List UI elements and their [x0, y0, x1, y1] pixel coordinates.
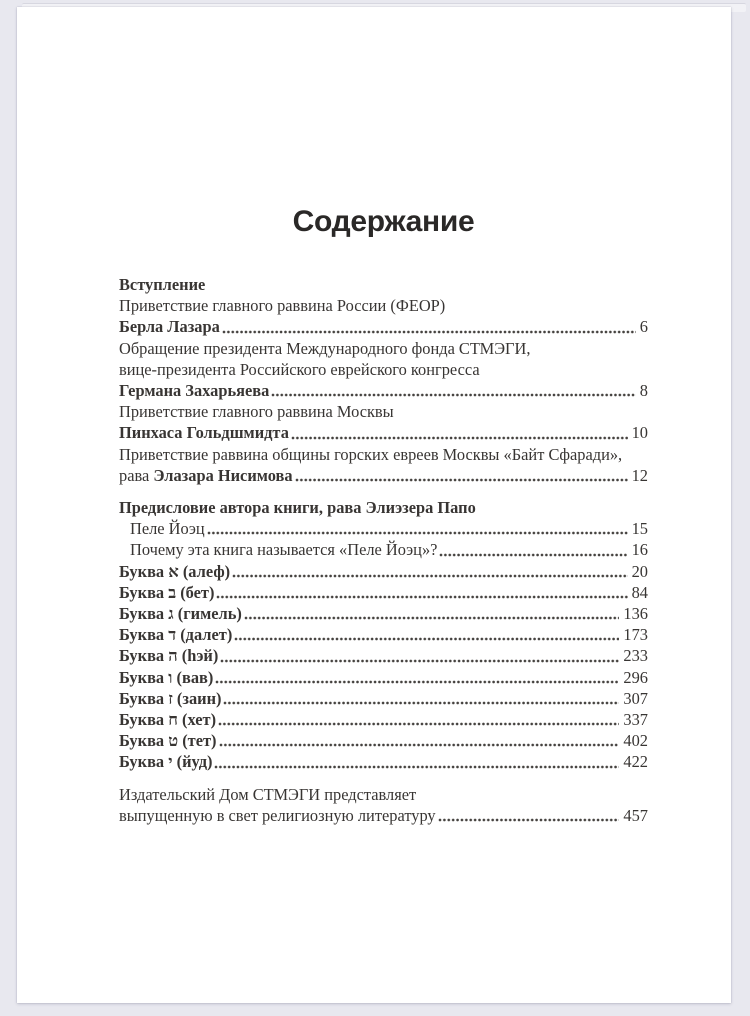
toc-row: [119, 316, 648, 337]
toc-entry-label: Буква ב (бет): [119, 582, 215, 602]
dot-leader: [207, 531, 628, 535]
page-number: 6: [639, 317, 648, 337]
dot-leader: [295, 478, 628, 482]
toc-row: [119, 730, 648, 751]
page-number: 337: [623, 710, 648, 730]
toc-row: [119, 805, 648, 826]
page-title: Содержание: [292, 205, 475, 238]
toc-row: [119, 624, 648, 645]
toc-row: [119, 295, 648, 316]
toc-row: [119, 751, 648, 772]
toc-row: [119, 709, 648, 730]
toc-section: [119, 274, 648, 486]
dot-leader: [215, 680, 619, 684]
toc-entry-label: рава Элазара Нисимова: [119, 465, 293, 485]
toc-row: [119, 582, 648, 603]
dot-leader: [220, 659, 619, 663]
dot-leader: [219, 743, 620, 747]
toc-row: [119, 645, 648, 666]
page-number: 84: [631, 582, 648, 602]
toc-entry-label: Обращение президента Международного фонда СТМЭГИ,: [119, 338, 531, 358]
dot-leader: [218, 722, 619, 726]
toc-entry-label: Предисловие автора книги, рава Элиэзера Папо: [119, 498, 476, 518]
page-number: 233: [623, 646, 648, 666]
toc-entry-label: Буква י (йуд): [119, 752, 213, 772]
page-number: 173: [623, 625, 648, 645]
dot-leader: [439, 553, 627, 557]
toc-entry-label: Почему эта книга называется «Пеле Йоэц»?: [130, 540, 438, 560]
dot-leader: [234, 637, 619, 641]
dot-leader: [214, 765, 619, 769]
toc-entry-label: Буква ח (хет): [119, 710, 217, 730]
toc-row: [119, 380, 648, 401]
toc-row: [119, 359, 648, 380]
page-number: 20: [631, 561, 648, 581]
page-number: 422: [623, 752, 648, 772]
dot-leader: [222, 330, 636, 334]
dot-leader: [291, 436, 628, 440]
dot-leader: [223, 701, 619, 705]
dot-leader: [271, 393, 635, 397]
page-number: 8: [639, 381, 648, 401]
toc-entry-label: Пеле Йоэц: [130, 519, 205, 539]
toc-entry-label: Буква א (алеф): [119, 561, 231, 581]
toc-entry-label: Приветствие главного раввина России (ФЕОР): [119, 296, 446, 316]
book-page: [17, 7, 731, 1003]
toc-entry-label: выпущенную в свет религиозную литературу: [119, 805, 436, 825]
page-number: 15: [631, 519, 648, 539]
toc-section: [119, 784, 648, 826]
toc-row: [119, 338, 648, 359]
toc-entry-label: Берла Лазара: [119, 317, 220, 337]
toc-entry-label: Приветствие раввина общины горских евреев Москвы «Байт Сфаради»,: [119, 444, 623, 464]
page-number: 10: [631, 423, 648, 443]
toc-row: [119, 784, 648, 805]
toc-entry-label: Буква ה (hэй): [119, 646, 219, 666]
toc-entry-label: Пинхаса Гольдшмидта: [119, 423, 289, 443]
page-number: 16: [631, 540, 648, 560]
toc-row: [119, 274, 648, 295]
toc-row: [119, 603, 648, 624]
toc-entry-label: Приветствие главного раввина Москвы: [119, 402, 394, 422]
toc-row: [119, 518, 648, 539]
toc-row: [119, 422, 648, 443]
toc-row: [119, 688, 648, 709]
toc-entry-label: Буква ט (тет): [119, 731, 217, 751]
toc-row: [119, 401, 648, 422]
toc-entry-label: Буква ד (далет): [119, 625, 233, 645]
page-number: 402: [623, 731, 648, 751]
toc-row: [119, 667, 648, 688]
toc-entry-label: Буква ג (гимель): [119, 604, 242, 624]
page-number: 12: [631, 465, 648, 485]
dot-leader: [438, 818, 620, 822]
toc-entry-label: Вступление: [119, 275, 206, 294]
toc-entry-label: Буква ז (заин): [119, 688, 222, 708]
toc-entry-label: Буква ו (вав): [119, 667, 214, 687]
toc-row: [119, 444, 648, 465]
toc-section: [119, 497, 648, 773]
toc-row: [119, 497, 648, 518]
toc-row: [119, 539, 648, 560]
page-number: 457: [623, 805, 648, 825]
dot-leader: [232, 574, 627, 578]
dot-leader: [244, 616, 620, 620]
toc: [119, 274, 648, 826]
page-number: 136: [623, 604, 648, 624]
toc-entry-label: Издательский Дом СТМЭГИ представляет: [119, 784, 417, 804]
toc-entry-label: Германа Захарьяева: [119, 381, 270, 401]
page-number: 296: [623, 667, 648, 687]
toc-row: [119, 465, 648, 486]
page-number: 307: [623, 688, 648, 708]
toc-row: [119, 561, 648, 582]
dot-leader: [216, 595, 627, 599]
toc-entry-label: вице-президента Российского еврейского конгресса: [119, 359, 480, 379]
